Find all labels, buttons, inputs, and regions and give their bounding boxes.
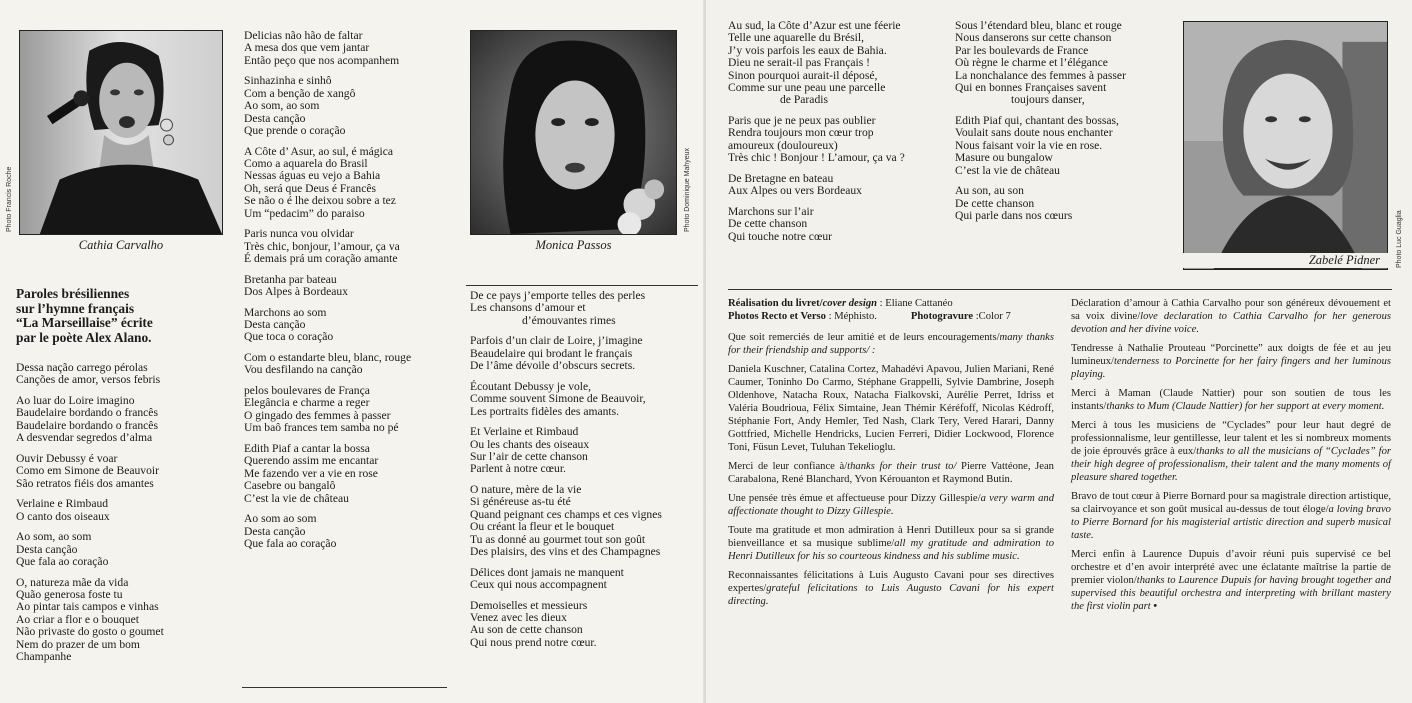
lyric-line: Au sud, la Côte d’Azur est une féerie	[728, 19, 901, 32]
lyric-line: Quão generosa foste tu	[16, 588, 123, 602]
lyric-line: Como em Simone de Beauvoir	[16, 464, 159, 478]
lyric-line: Paris que je ne peux pas oublier	[728, 114, 876, 128]
singer-portrait-image	[471, 31, 676, 234]
stanza	[244, 513, 454, 550]
lyric-line: O canto dos oiseaux	[16, 509, 110, 523]
lyric-line: De Bretagne en bateau	[728, 171, 834, 185]
lyric-line: Masure ou bungalow	[955, 151, 1053, 165]
lyric-line: Desta canção	[16, 542, 78, 556]
lyric-line: Verlaine e Rimbaud	[16, 497, 109, 511]
lyric-line: Com o estandarte bleu, blanc, rouge	[244, 351, 412, 365]
lyric-line: Nous faisant voir la vie en rose.	[955, 138, 1103, 152]
lyric-line: De l’âme dévoile d’obscurs secrets.	[470, 359, 636, 373]
stanza	[955, 115, 1170, 177]
lyric-line: Que prende o coração	[244, 124, 346, 138]
thanks-nathalie: Tendresse à Nathalie Prouteau “Porcinette” aux doigts de fée et au jeu lumineux/tenderness to Porcinette for her fairy fingers and her luminous playing.	[1071, 343, 1391, 380]
singer-portrait-image	[20, 31, 222, 234]
lyric-line: Rendra toujours mon cœur trop	[728, 126, 874, 140]
column-divider	[242, 687, 447, 688]
lyric-line: Ao luar do Loire imagino	[16, 394, 135, 407]
stanza	[244, 146, 454, 220]
portuguese-lyrics-column-1	[16, 362, 226, 672]
credit-line-design: Réalisation du livret/cover design : Eliane Cattanéo	[728, 298, 953, 309]
lyric-line: Beaudelaire qui brodant le français	[470, 346, 633, 360]
lyric-line: Telle une aquarelle du Brésil,	[728, 31, 865, 45]
thanks-maman: Merci à Maman (Claude Nattier) pour son soutien de tous les instants/thanks to Mum (Claude Nattier) for her support at every moment.	[1071, 388, 1391, 412]
lyric-line: Dieu ne serait-il pas Français !	[728, 56, 870, 70]
lyric-line: De cette chanson	[728, 217, 808, 231]
section-rule	[728, 289, 1392, 290]
lyric-line: Marchons ao som	[244, 305, 327, 319]
lyric-line: Tu as donné au gourmet tout son goût	[470, 532, 646, 546]
lyric-line: Elegância e charme a reger	[244, 396, 370, 410]
lyric-line: Vou desfilando na canção	[244, 363, 363, 377]
stanza	[16, 577, 226, 664]
lyric-line: Que fala ao coração	[244, 536, 337, 550]
lyric-line: Parlent à notre cœur.	[470, 462, 566, 476]
lyric-line: toujours danser,	[1011, 93, 1085, 107]
lyric-line: Venez avec les dieux	[470, 611, 567, 625]
stanza	[244, 385, 454, 435]
stanza	[728, 173, 953, 198]
french-lyrics-column-2	[728, 20, 953, 251]
names-paragraph: Daniela Kuschner, Catalina Cortez, Mahadévi Apavou, Julien Mariani, René Caumer, Toninho Do Carmo, Stéphane Grappelli, Sylvie Dambrine, Joseph Oldenhove, Natacha Roux, Natacha Fialkovski, Aurélie Perret, Idriss et Valéria Boudrioua, Félix Simtaine, Jean Thémir Kéréfoff, Nicolas Kédroff, Stéphanie Fort, Andy Hemler, Ted Nash, Clark Tery, Vered Harari, Danny Gottfried, Michelle Hendricks, Lucien Ferreri, Didier Lockwood, Florence Toni, Füsun Levet, Tuluhan Tekelioglu.	[728, 364, 1054, 453]
lyric-line: Marchons sur l’air	[728, 204, 814, 218]
lyric-line: O nature, mère de la vie	[470, 483, 582, 497]
lyric-line: Desta canção	[244, 111, 306, 125]
stanza	[470, 484, 695, 558]
lyric-line: Dessa nação carrego pérolas	[16, 361, 148, 374]
lyric-line: pelos boulevares de França	[244, 384, 370, 398]
lyric-line: Parfois d’un clair de Loire, j’imagine	[470, 334, 643, 348]
lyric-line: Sinon pourquoi aurait-il déposé,	[728, 68, 878, 82]
lyric-line: Qui en bonnes Françaises savent	[955, 81, 1107, 95]
lyric-line: Como a aquarela do Brasil	[244, 157, 368, 171]
lyric-line: Au son de cette chanson	[470, 623, 583, 637]
lyric-line: La nonchalance des femmes à passer	[955, 68, 1126, 82]
lyric-line: Et Verlaine et Rimbaud	[470, 425, 579, 439]
stanza	[244, 274, 454, 299]
lyric-line: Bretanha par bateau	[244, 272, 337, 286]
lyric-line: Não privaste do gosto o goumet	[16, 625, 164, 639]
lyric-line: A Côte d’ Asur, ao sul, é mágica	[244, 144, 394, 158]
thanks-cyclades: Merci à tous les musiciens de “Cyclades” pour leur haut degré de professionnalisme, leur gentillesse, leur talent et les si nombreux moments de joie éprouvés grâce à eux/thanks to all the musicians of “Cyclades” for their high degree of professionalism, their talent and the many moments of pleasure shared together.	[1071, 420, 1391, 483]
cavani-paragraph: Reconnaissantes félicitations à Luis Augusto Cavani pour ses directives expertes/grateful felicitations to Luis Augusto Cavani for his expert directing.	[728, 570, 1054, 607]
lyric-line: Très chic ! Bonjour ! L’amour, ça va ?	[728, 151, 905, 165]
singer-portrait-image	[1184, 22, 1387, 269]
french-lyrics-column-1	[470, 290, 695, 657]
right-page	[706, 0, 1412, 703]
lyric-line: Dos Alpes à Bordeaux	[244, 285, 349, 299]
french-lyrics-column-3	[955, 20, 1170, 231]
lyric-line: De ce pays j’emporte telles des perles	[470, 289, 646, 302]
lyric-line: Qui parle dans nos cœurs	[955, 209, 1073, 223]
lyric-line: Sinhazinha e sinhô	[244, 74, 332, 88]
lyric-line: Si généreuse as-tu été	[470, 495, 571, 509]
lyric-line: São retratos fiéis dos amantes	[16, 476, 154, 490]
lyric-line: A mesa dos que vem jantar	[244, 41, 370, 55]
caption-zabele-pidner: Zabelé Pidner	[1182, 253, 1388, 268]
stanza	[728, 20, 953, 107]
stanza	[470, 335, 695, 372]
portuguese-lyrics-column-2	[244, 30, 454, 559]
lyric-line: Delicias não hão de faltar	[244, 29, 363, 42]
lyric-line: Sous l’étendard bleu, blanc et rouge	[955, 19, 1122, 32]
photo-credit-zabele: Photo Luc Guaglia	[1396, 210, 1403, 268]
stanza	[16, 395, 226, 445]
stanza	[244, 30, 454, 67]
photo-credit-cathia: Photo Francis Roche	[6, 166, 13, 232]
lyric-line: Desta canção	[244, 524, 306, 538]
heading-line: sur l’hymne français	[16, 300, 135, 316]
stanza	[16, 362, 226, 387]
lyric-line: Nem do prazer de um bom	[16, 637, 140, 651]
thanks-dupuis: Merci enfin à Laurence Dupuis d’avoir réuni puis supervisé ce bel orchestre et d’en avoir interprété avec une éclatante maîtrise la partie de premier violon/thanks to Laurence Dupuis for having brought together and supervised this beautiful orchestra and interpreting with brillant mastery the first violin part •	[1071, 549, 1392, 612]
lyric-line: Les portraits fidèles des amants.	[470, 404, 620, 418]
lyric-line: Champanhe	[16, 650, 72, 664]
lyric-line: J’y vois parfois les eaux de Bahia.	[728, 43, 887, 57]
dutilleux-paragraph: Toute ma gratitude et mon admiration à Henri Dutilleux pour sa si grande bienveillance et sa musique sublime/all my gratitude and admiration to Henri Dutilleux for his so courteous kindness and his sublime music.	[728, 525, 1054, 562]
lyric-line: Ouvir Debussy é voar	[16, 451, 118, 465]
stanza	[16, 453, 226, 490]
lyric-line: Um “pedacim” do paraiso	[244, 206, 365, 220]
section-rule	[466, 285, 698, 286]
lyric-line: C’est la vie de château	[955, 163, 1060, 177]
thanks-friends-paragraph: Que soit remerciés de leur amitié et de leurs encouragements/many thanks for their friendship and supports/ :	[728, 332, 1054, 356]
lyric-line: Quand peignant ces champs et ces vignes	[470, 507, 662, 521]
stanza	[244, 352, 454, 377]
lyric-line: Ou les chants des oiseaux	[470, 437, 590, 451]
stanza	[470, 290, 695, 327]
stanza	[728, 206, 953, 243]
lyric-line: Que toca o coração	[244, 330, 334, 344]
lyric-line: C’est la vie de château	[244, 491, 349, 505]
lyric-line: de Paradis	[780, 93, 828, 107]
lyric-line: Ao som, ao som	[244, 99, 320, 113]
stanza	[16, 498, 226, 523]
lyric-line: Com a benção de xangô	[244, 86, 356, 100]
stanza	[955, 185, 1170, 222]
thanks-column	[1071, 297, 1391, 619]
lyric-line: O, natureza mãe da vida	[16, 575, 129, 589]
photo-zabele-pidner	[1183, 21, 1388, 270]
photo-monica-passos	[470, 30, 677, 235]
stanza	[955, 20, 1170, 107]
heading-line: “La Marseillaise” écrite	[16, 315, 153, 331]
photo-credit-monica: Photo Dominique Mahyeux	[684, 147, 691, 232]
lyric-line: Comme souvent Simone de Beauvoir,	[470, 392, 646, 406]
lyric-line: Desta canção	[244, 318, 306, 332]
stanza	[728, 115, 953, 165]
lyric-line: Que fala ao coração	[16, 555, 109, 569]
lyric-line: d’émouvantes rimes	[522, 313, 616, 327]
lyric-line: Délices dont jamais ne manquent	[470, 565, 624, 579]
thanks-cathia: Déclaration d’amour à Cathia Carvalho pour son généreux dévouement et sa voix divine/love declaration to Cathia Carvalho for her generous devotion and her divine voice.	[1071, 298, 1391, 335]
credits-column	[728, 297, 1054, 614]
lyric-line: Des plaisirs, des vins et des Champagnes	[470, 545, 661, 559]
lyric-line: Edith Piaf a cantar la bossa	[244, 441, 370, 455]
heading-line: Paroles brésiliennes	[16, 286, 130, 301]
lyric-line: Ao som ao som	[244, 512, 317, 526]
lyric-line: Ao criar a flor e o bouquet	[16, 612, 139, 626]
lyrics-heading	[16, 287, 153, 345]
dizzy-paragraph: Une pensée très émue et affectueuse pour Dizzy Gillespie/a very warm and affectionate thought to Dizzy Gillespie.	[728, 493, 1055, 517]
stanza	[470, 600, 695, 650]
credit-line-photos: Photos Recto et Verso : Méphisto. Photogravure :Color 7	[728, 311, 1011, 322]
lyric-line: Nous danserons sur cette chanson	[955, 31, 1112, 45]
lyric-line: Me fazendo ver a vie en rose	[244, 466, 378, 480]
stanza	[470, 426, 695, 476]
lyric-line: A desvendar segredos d’alma	[16, 431, 153, 445]
stanza	[244, 443, 454, 505]
lyric-line: Écoutant Debussy je vole,	[470, 379, 592, 393]
lyric-line: Ao pintar tais campos e vinhas	[16, 600, 159, 614]
lyric-line: Où règne le charme et l’élégance	[955, 56, 1108, 70]
heading-line: par le poète Alex Alano.	[16, 329, 152, 345]
lyric-line: Qui nous prend notre cœur.	[470, 635, 597, 649]
lyric-line: Baudelaire bordando o francês	[16, 406, 158, 420]
lyric-line: Se não o é lhe deixou sobre a tez	[244, 194, 396, 208]
stanza	[470, 567, 695, 592]
lyric-line: Então peço que nos acompanhem	[244, 53, 400, 67]
stanza	[470, 381, 695, 418]
stanza	[244, 307, 454, 344]
lyric-line: Ceux qui nous accompagnent	[470, 578, 607, 592]
lyric-line: Sur l’air de cette chanson	[470, 450, 588, 464]
lyric-line: Demoiselles et messieurs	[470, 598, 588, 612]
lyric-line: De cette chanson	[955, 196, 1035, 210]
trust-paragraph: Merci de leur confiance à/thanks for their trust to/ Pierre Vattéone, Jean Carabalona, René Blanchard, Yvon Kérouanton et Raymond Butin.	[728, 461, 1054, 485]
stanza	[16, 531, 226, 568]
thanks-bornard: Bravo de tout cœur à Pierre Bornard pour sa magistrale direction artistique, sa clairvoyance et son goût musical au-dessus de tout éloge/a loving bravo to Pierre Bornard for his magisterial artistic direction and superb musical taste.	[1071, 491, 1391, 541]
lyric-line: Au son, au son	[955, 184, 1024, 198]
lyric-line: Baudelaire bordando o francês	[16, 418, 158, 432]
lyric-line: O gingado des femmes à passer	[244, 408, 391, 422]
lyric-line: Très chic, bonjour, l’amour, ça va	[244, 239, 400, 253]
lyric-line: Oh, será que Deus é Francês	[244, 181, 376, 195]
lyric-line: Um baô frances tem samba no pé	[244, 421, 399, 435]
lyric-line: Nessas águas eu vejo a Bahia	[244, 169, 381, 183]
lyric-line: Qui touche notre cœur	[728, 229, 832, 243]
lyric-line: É demais prá um coração amante	[244, 252, 398, 266]
lyric-line: Aux Alpes ou vers Bordeaux	[728, 184, 862, 198]
caption-monica-passos: Monica Passos	[535, 238, 612, 252]
lyric-line: Ao som, ao som	[16, 530, 92, 544]
lyric-line: amoureux (douloureux)	[728, 138, 838, 152]
lyric-line: Canções de amor, versos febris	[16, 373, 161, 387]
lyric-line: Voulait sans doute nous enchanter	[955, 126, 1113, 140]
stanza	[244, 228, 454, 265]
lyric-line: Edith Piaf qui, chantant des bossas,	[955, 114, 1119, 128]
lyric-line: Les chansons d’amour et	[470, 301, 586, 315]
photo-cathia-carvalho	[19, 30, 223, 235]
caption-cathia-carvalho: Cathia Carvalho	[78, 238, 164, 252]
lyric-line: Paris nunca vou olvidar	[244, 227, 354, 241]
stanza	[244, 75, 454, 137]
lyric-line: Querendo assim me encantar	[244, 454, 379, 468]
lyric-line: Par les boulevards de France	[955, 43, 1089, 57]
lyric-line: Comme sur une peau une parcelle	[728, 81, 886, 95]
lyric-line: Ou créant la fleur et le bouquet	[470, 520, 615, 534]
lyric-line: Casebre ou bangalô	[244, 479, 336, 493]
